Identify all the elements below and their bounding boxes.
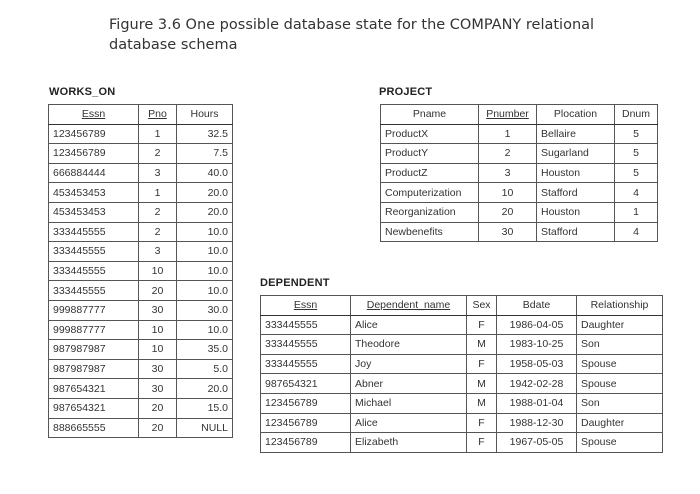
essn-cell: 333445555 [261, 315, 351, 335]
hours-cell: 20.0 [177, 202, 233, 222]
pno-cell: 2 [139, 222, 177, 242]
bdate-cell: 1967-05-05 [497, 433, 577, 453]
project-row [381, 202, 658, 222]
hours-cell: 32.5 [177, 124, 233, 144]
bdate-cell: 1986-04-05 [497, 315, 577, 335]
pno-cell: 20 [139, 418, 177, 438]
essn-cell: 453453453 [49, 183, 139, 203]
relationship-cell: Son [577, 335, 663, 355]
plocation-cell: Stafford [537, 222, 615, 242]
works-on-row [49, 144, 233, 164]
project-header-pnumber: Pnumber [479, 105, 537, 125]
relationship-cell: Spouse [577, 374, 663, 394]
plocation-cell: Houston [537, 202, 615, 222]
project-row [381, 144, 658, 164]
dnum-cell: 5 [615, 124, 658, 144]
works-on-row [49, 222, 233, 242]
pno-cell: 20 [139, 281, 177, 301]
pno-cell: 1 [139, 124, 177, 144]
dependent-header-essn: Essn [261, 296, 351, 316]
plocation-cell: Stafford [537, 183, 615, 203]
dnum-cell: 4 [615, 222, 658, 242]
sex-cell: F [467, 413, 497, 433]
works-on-row [49, 261, 233, 281]
relationship-cell: Daughter [577, 413, 663, 433]
dependent-row [261, 433, 663, 453]
essn-cell: 123456789 [49, 144, 139, 164]
project-table [380, 104, 658, 242]
dependent-row [261, 413, 663, 433]
hours-cell: 10.0 [177, 320, 233, 340]
pno-cell: 3 [139, 163, 177, 183]
essn-cell: 999887777 [49, 300, 139, 320]
project-row [381, 222, 658, 242]
project-header-pname: Pname [381, 105, 479, 125]
dependent-header-relationship: Relationship [577, 296, 663, 316]
essn-cell: 999887777 [49, 320, 139, 340]
works-on-header-hours: Hours [177, 105, 233, 125]
works-on-row [49, 300, 233, 320]
dependent-name-cell: Alice [351, 315, 467, 335]
pno-cell: 30 [139, 359, 177, 379]
pname-cell: Newbenefits [381, 222, 479, 242]
hours-cell: 5.0 [177, 359, 233, 379]
essn-cell: 123456789 [261, 433, 351, 453]
bdate-cell: 1958-05-03 [497, 354, 577, 374]
works-on-title: WORKS_ON [49, 86, 116, 98]
essn-cell: 123456789 [261, 393, 351, 413]
works-on-row [49, 379, 233, 399]
dependent-row [261, 315, 663, 335]
hours-cell: NULL [177, 418, 233, 438]
project-header-dnum: Dnum [615, 105, 658, 125]
plocation-cell: Bellaire [537, 124, 615, 144]
pno-cell: 30 [139, 300, 177, 320]
project-title: PROJECT [379, 86, 433, 98]
pname-cell: ProductY [381, 144, 479, 164]
essn-cell: 987654321 [49, 398, 139, 418]
works-on-row [49, 418, 233, 438]
dependent-name-cell: Michael [351, 393, 467, 413]
relationship-cell: Spouse [577, 354, 663, 374]
pname-cell: ProductX [381, 124, 479, 144]
hours-cell: 20.0 [177, 183, 233, 203]
works-on-row [49, 124, 233, 144]
project-row [381, 163, 658, 183]
project-row [381, 183, 658, 203]
dependent-name-cell: Theodore [351, 335, 467, 355]
pnumber-cell: 2 [479, 144, 537, 164]
works-on-header-row [49, 105, 233, 125]
works-on-row [49, 320, 233, 340]
works-on-header-essn: Essn [49, 105, 139, 125]
pname-cell: Reorganization [381, 202, 479, 222]
essn-cell: 333445555 [49, 222, 139, 242]
works-on-row [49, 281, 233, 301]
essn-cell: 333445555 [49, 261, 139, 281]
dependent-body [261, 315, 663, 452]
sex-cell: M [467, 374, 497, 394]
bdate-cell: 1942-02-28 [497, 374, 577, 394]
dependent-header-dependent-name: Dependent_name [351, 296, 467, 316]
dependent-row [261, 335, 663, 355]
hours-cell: 30.0 [177, 300, 233, 320]
hours-cell: 20.0 [177, 379, 233, 399]
hours-cell: 10.0 [177, 222, 233, 242]
pnumber-cell: 30 [479, 222, 537, 242]
project-header-plocation: Plocation [537, 105, 615, 125]
essn-cell: 123456789 [49, 124, 139, 144]
dependent-name-cell: Abner [351, 374, 467, 394]
pno-cell: 20 [139, 398, 177, 418]
works-on-row [49, 242, 233, 262]
works-on-body [49, 124, 233, 438]
dependent-row [261, 354, 663, 374]
dependent-header-row [261, 296, 663, 316]
bdate-cell: 1988-12-30 [497, 413, 577, 433]
essn-cell: 333445555 [49, 281, 139, 301]
pno-cell: 30 [139, 379, 177, 399]
pno-cell: 10 [139, 320, 177, 340]
pno-cell: 3 [139, 242, 177, 262]
project-header-row [381, 105, 658, 125]
dependent-name-cell: Elizabeth [351, 433, 467, 453]
pnumber-cell: 20 [479, 202, 537, 222]
relationship-cell: Spouse [577, 433, 663, 453]
bdate-cell: 1983-10-25 [497, 335, 577, 355]
essn-cell: 333445555 [261, 354, 351, 374]
essn-cell: 987654321 [49, 379, 139, 399]
pno-cell: 2 [139, 144, 177, 164]
project-body [381, 124, 658, 242]
essn-cell: 888665555 [49, 418, 139, 438]
works-on-row [49, 163, 233, 183]
works-on-row [49, 183, 233, 203]
pname-cell: ProductZ [381, 163, 479, 183]
pnumber-cell: 3 [479, 163, 537, 183]
sex-cell: F [467, 354, 497, 374]
works-on-row [49, 359, 233, 379]
dependent-name-cell: Alice [351, 413, 467, 433]
figure-caption: Figure 3.6 One possible database state for the COMPANY relational database schema [109, 17, 595, 53]
works-on-row [49, 398, 233, 418]
pno-cell: 1 [139, 183, 177, 203]
sex-cell: M [467, 393, 497, 413]
plocation-cell: Sugarland [537, 144, 615, 164]
dnum-cell: 4 [615, 183, 658, 203]
hours-cell: 15.0 [177, 398, 233, 418]
essn-cell: 453453453 [49, 202, 139, 222]
pnumber-cell: 10 [479, 183, 537, 203]
pname-cell: Computerization [381, 183, 479, 203]
pnumber-cell: 1 [479, 124, 537, 144]
dnum-cell: 1 [615, 202, 658, 222]
pno-cell: 10 [139, 261, 177, 281]
hours-cell: 7.5 [177, 144, 233, 164]
hours-cell: 10.0 [177, 281, 233, 301]
dependent-title: DEPENDENT [260, 277, 330, 289]
sex-cell: F [467, 315, 497, 335]
hours-cell: 10.0 [177, 242, 233, 262]
essn-cell: 333445555 [49, 242, 139, 262]
project-row [381, 124, 658, 144]
works-on-row [49, 202, 233, 222]
dependent-name-cell: Joy [351, 354, 467, 374]
works-on-table [48, 104, 233, 438]
pno-cell: 2 [139, 202, 177, 222]
works-on-row [49, 340, 233, 360]
hours-cell: 40.0 [177, 163, 233, 183]
essn-cell: 987654321 [261, 374, 351, 394]
dnum-cell: 5 [615, 163, 658, 183]
dependent-header-sex: Sex [467, 296, 497, 316]
dependent-table [260, 295, 663, 453]
essn-cell: 987987987 [49, 359, 139, 379]
essn-cell: 666884444 [49, 163, 139, 183]
relationship-cell: Daughter [577, 315, 663, 335]
essn-cell: 333445555 [261, 335, 351, 355]
plocation-cell: Houston [537, 163, 615, 183]
pno-cell: 10 [139, 340, 177, 360]
dependent-row [261, 374, 663, 394]
bdate-cell: 1988-01-04 [497, 393, 577, 413]
dependent-header-bdate: Bdate [497, 296, 577, 316]
essn-cell: 123456789 [261, 413, 351, 433]
dnum-cell: 5 [615, 144, 658, 164]
hours-cell: 35.0 [177, 340, 233, 360]
dependent-row [261, 393, 663, 413]
relationship-cell: Son [577, 393, 663, 413]
essn-cell: 987987987 [49, 340, 139, 360]
sex-cell: F [467, 433, 497, 453]
sex-cell: M [467, 335, 497, 355]
works-on-header-pno: Pno [139, 105, 177, 125]
hours-cell: 10.0 [177, 261, 233, 281]
